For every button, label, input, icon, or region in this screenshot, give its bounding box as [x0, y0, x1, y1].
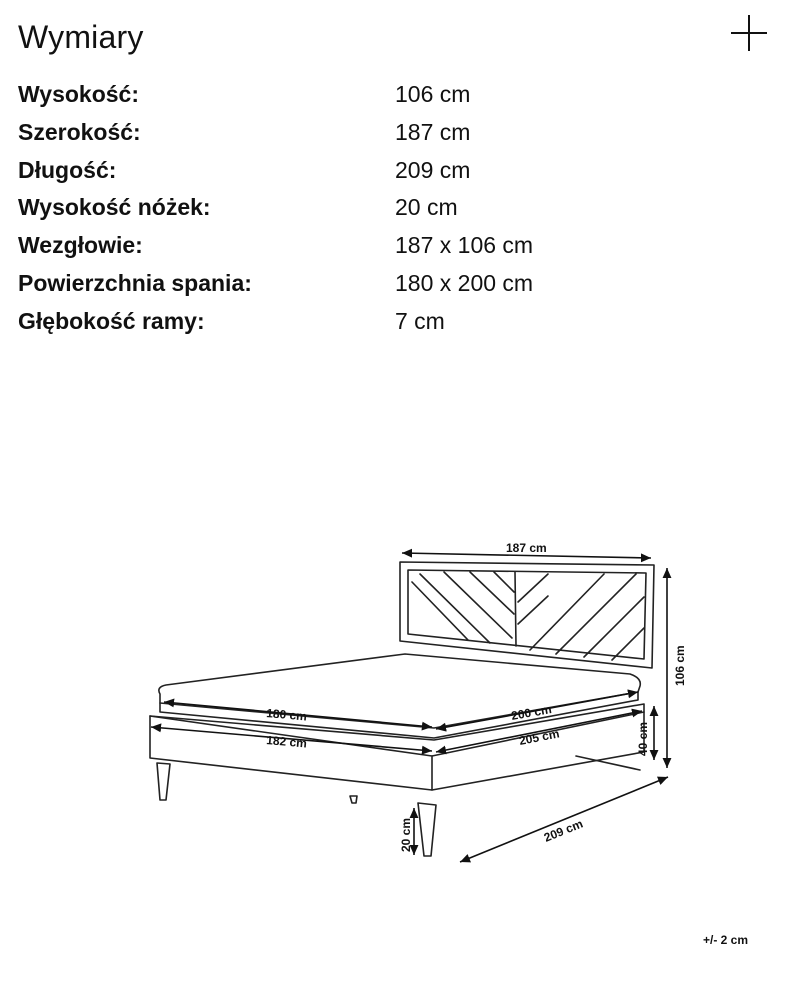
spec-row-leg-height — [18, 189, 718, 227]
spec-label: Powierzchnia spania: — [18, 269, 252, 296]
dimension-line-frame-length — [436, 711, 642, 752]
spec-value: 187 x 106 cm — [395, 232, 534, 259]
dimension-line-frame-width — [151, 727, 432, 751]
spec-label: Wysokość nóżek: — [18, 194, 211, 221]
label-headboard-width: 187 cm — [506, 541, 547, 555]
spec-row-length — [18, 152, 718, 190]
spec-value: 187 cm — [395, 118, 471, 145]
label-leg-height: 20 cm — [399, 817, 413, 852]
label-frame-width: 182 cm — [265, 733, 308, 751]
dimension-line-mattress-width — [164, 702, 432, 727]
spec-label: Głębokość ramy: — [18, 307, 205, 334]
label-total-height: 106 cm — [673, 645, 687, 686]
label-total-length: 209 cm — [541, 816, 585, 845]
label-frame-length: 205 cm — [517, 726, 561, 748]
headboard — [400, 562, 654, 668]
spec-value: 20 cm — [395, 194, 458, 221]
spec-value: 209 cm — [395, 156, 471, 183]
spec-value: 106 cm — [395, 81, 471, 107]
bed-frame — [150, 704, 644, 790]
spec-label: Długość: — [18, 156, 117, 183]
page-title: Wymiary — [18, 19, 144, 55]
spec-value: 7 cm — [395, 307, 445, 334]
spec-row-height — [18, 76, 718, 114]
spec-label: Wezgłowie: — [18, 232, 143, 259]
spec-label: Wysokość: — [18, 81, 140, 107]
plus-icon[interactable] — [729, 13, 769, 53]
spec-row-width — [18, 114, 718, 152]
spec-label: Szerokość: — [18, 118, 141, 145]
spec-row-sleeping-area — [18, 265, 718, 303]
spec-row-headboard — [18, 227, 718, 265]
label-mattress-length: 200 cm — [510, 702, 553, 723]
dimension-line-headboard-width — [402, 553, 651, 558]
dimension-line-total-length — [460, 777, 668, 862]
mattress — [159, 654, 640, 738]
label-frame-height: 40 cm — [636, 721, 650, 756]
tolerance-note: +/- 2 cm — [703, 933, 749, 947]
spec-row-frame-depth — [18, 303, 718, 341]
bed-legs — [157, 763, 436, 856]
dimensions-list — [18, 76, 718, 341]
dimension-line-mattress-length — [436, 692, 638, 729]
spec-value: 180 x 200 cm — [395, 269, 534, 296]
label-mattress-width: 180 cm — [265, 706, 308, 724]
